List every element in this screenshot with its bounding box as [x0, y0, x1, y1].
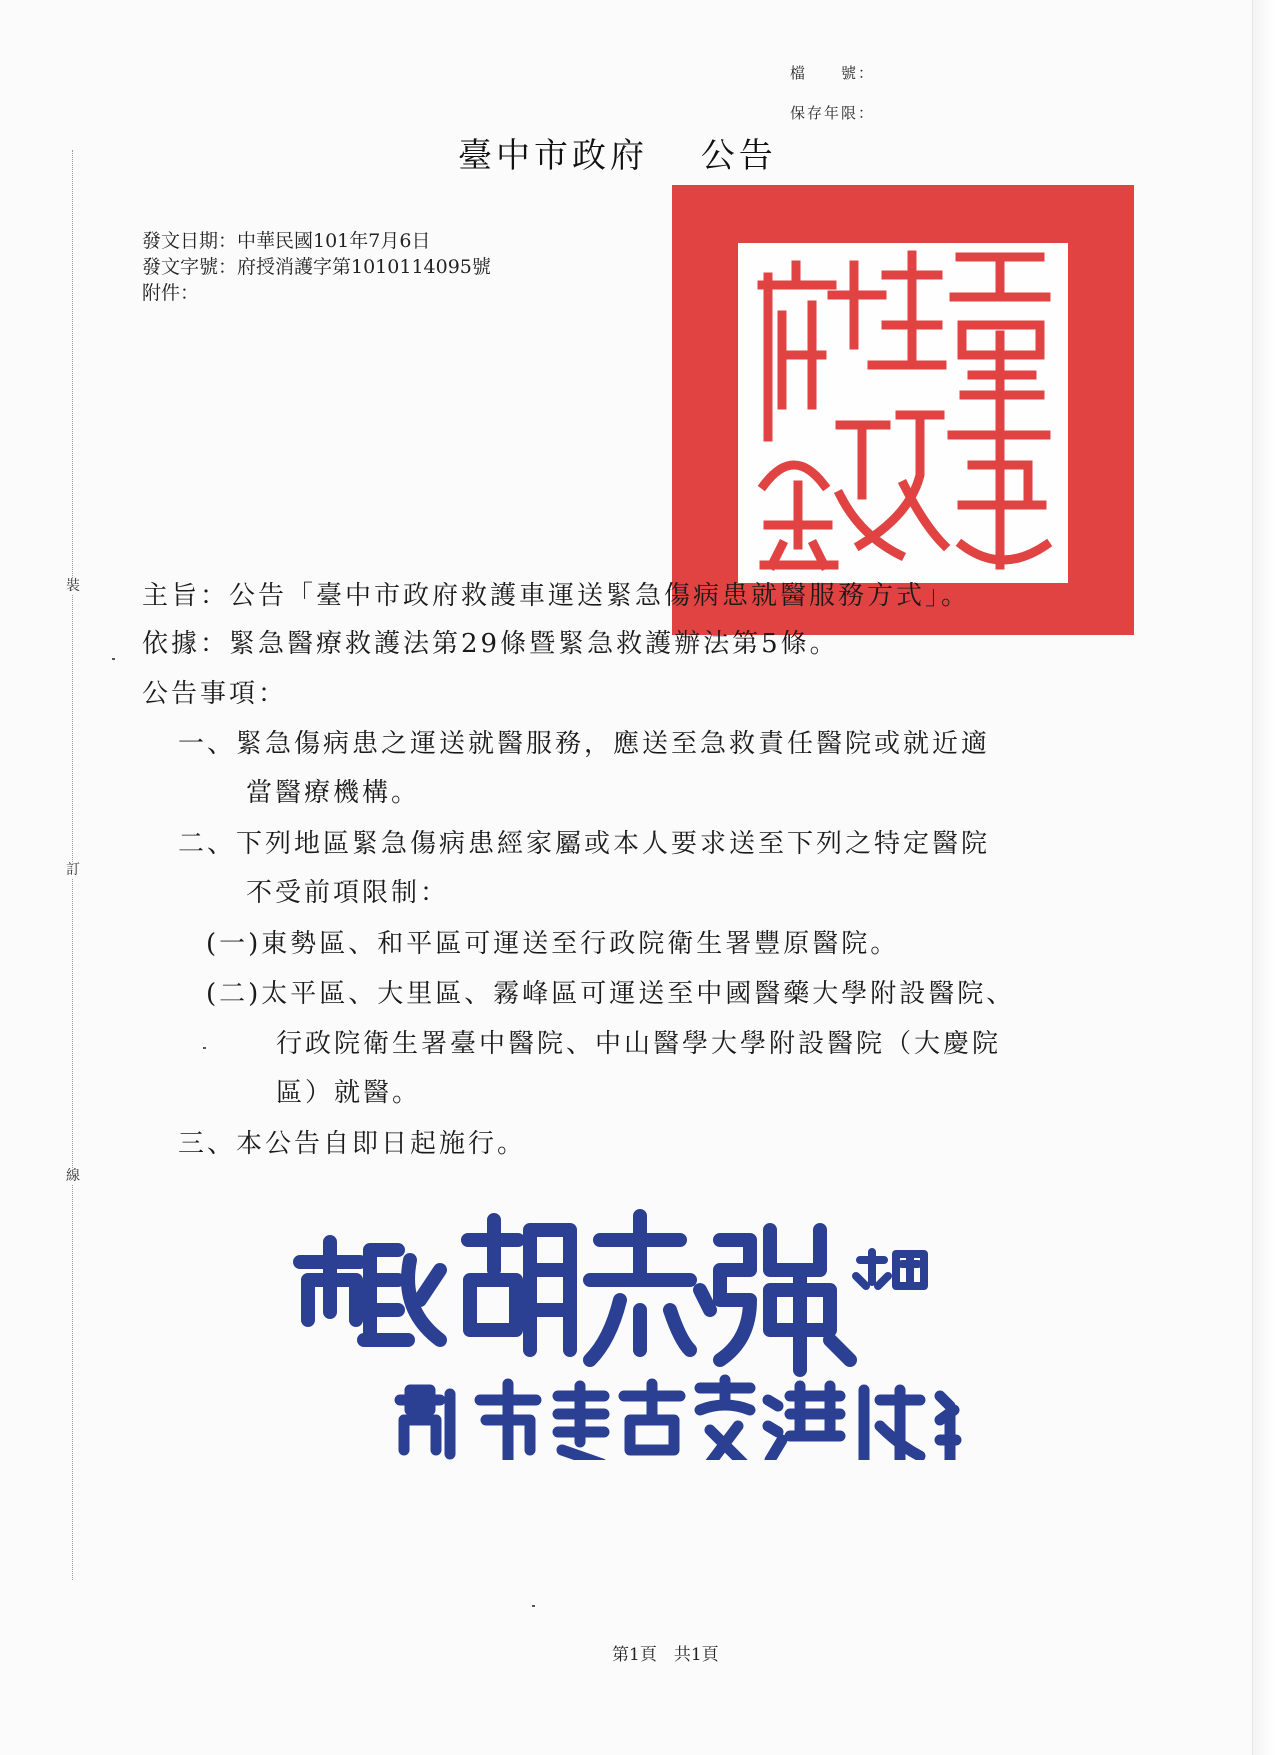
scan-page-edge — [1252, 0, 1275, 1755]
file-number-label: 檔 號： — [790, 64, 876, 82]
issue-reference-number: 發文字號：府授消護字第1010114095號 — [142, 256, 491, 278]
item-2-line-2: 不受前項限制： — [246, 878, 450, 908]
scan-speck — [203, 1047, 206, 1049]
retention-period-label: 保存年限： — [790, 104, 876, 122]
item-2-line-1: 二、下列地區緊急傷病患經家屬或本人要求送至下列之特定醫院 — [178, 829, 991, 859]
document-title: 臺中市政府 公告 — [458, 136, 777, 176]
mayor-signature-stamp — [290, 1200, 970, 1460]
official-red-seal — [672, 185, 1134, 635]
scan-speck — [112, 658, 115, 660]
items-heading: 公告事項： — [142, 679, 288, 709]
attachment-label: 附件： — [142, 282, 200, 304]
scan-speck — [532, 1605, 535, 1607]
item-2-subitem-2-line-2: 行政院衛生署臺中醫院、中山醫學大學附設醫院（大慶院 — [276, 1029, 1002, 1059]
subject-line: 主旨：公告「臺中市政府救護車運送緊急傷病患就醫服務方式」。 — [142, 581, 971, 611]
item-2-subitem-2-line-1: (二)太平區、大里區、霧峰區可運送至中國醫藥大學附設醫院、 — [206, 979, 1016, 1009]
item-3-line: 三、本公告自即日起施行。 — [178, 1129, 527, 1159]
basis-line: 依據：緊急醫療救護法第29條暨緊急救護辦法第5條。 — [142, 629, 839, 659]
item-2-subitem-1: (一)東勢區、和平區可運送至行政院衛生署豐原醫院。 — [206, 929, 900, 959]
item-2-subitem-2-line-3: 區）就醫。 — [276, 1078, 422, 1108]
page-number-footer: 第1頁 共1頁 — [612, 1645, 719, 1665]
seal-glyphs — [672, 185, 1134, 635]
issue-date: 發文日期：中華民國101年7月6日 — [142, 230, 431, 252]
item-1-line-1: 一、緊急傷病患之運送就醫服務，應送至急救責任醫院或就近適 — [178, 729, 991, 759]
binding-mark-zhuang: 裝 — [66, 578, 80, 594]
binding-mark-ding: 訂 — [66, 862, 80, 878]
issuance-meta — [142, 228, 491, 306]
signature-brush-strokes — [290, 1200, 970, 1460]
item-1-line-2: 當醫療機構。 — [246, 778, 421, 808]
binding-mark-xian: 線 — [66, 1168, 80, 1184]
